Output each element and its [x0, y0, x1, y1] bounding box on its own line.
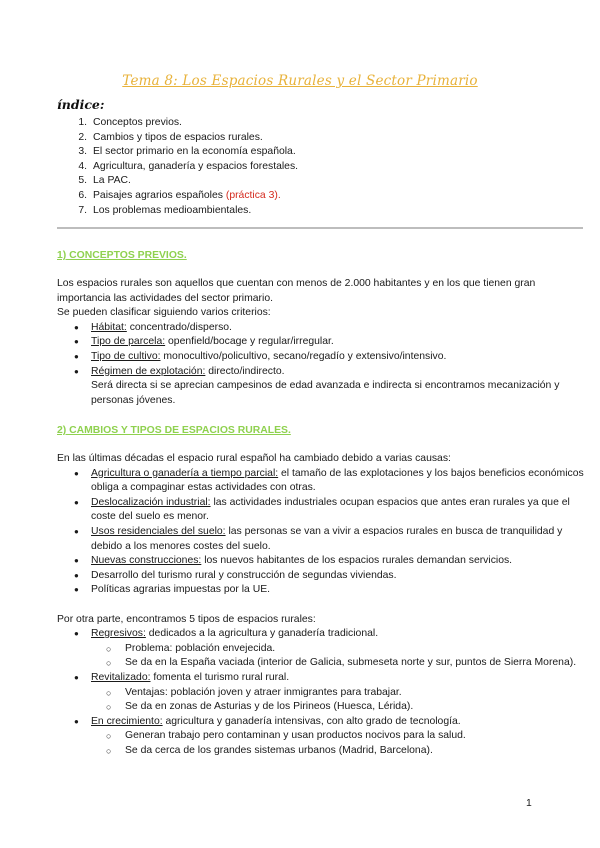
- toc-item: [73, 174, 298, 189]
- section-1-intro: Los espacios rurales son aquellos que cuentan con menos de 2.000 habitantes y en los que tienen gran importancia las actividades del sector primario.: [57, 278, 536, 304]
- toc-text: Conceptos previos.: [93, 117, 182, 128]
- criteria-list: [57, 321, 587, 409]
- type-desc: fomenta el turismo rural rural.: [150, 671, 290, 683]
- list-item: [57, 335, 587, 350]
- toc-number: 4.: [78, 160, 87, 172]
- section-1-criteria-intro: Se pueden clasificar siguiendo varios criterios:: [57, 307, 271, 319]
- toc-text: Agricultura, ganadería y espacios forestales.: [93, 160, 299, 172]
- list-item: [57, 583, 587, 598]
- toc-text: Los problemas medioambientales.: [93, 204, 252, 216]
- list-item: [57, 321, 587, 336]
- type-term: En crecimiento:: [91, 715, 163, 727]
- toc-text: El sector primario en la economía española.: [93, 146, 296, 158]
- cause-term: Agricultura o ganadería a tiempo parcial:: [91, 467, 279, 479]
- toc-number: 6.: [78, 189, 87, 201]
- toc-number: 1.: [78, 117, 87, 128]
- cause-term: Nuevas construcciones:: [91, 555, 202, 567]
- toc-number: 7.: [78, 204, 87, 216]
- sub-list: [91, 642, 587, 671]
- section-2-body: [57, 452, 587, 758]
- list-item: [57, 350, 587, 365]
- toc-item: [73, 131, 298, 146]
- criteria-desc: concentrado/disperso.: [126, 321, 232, 333]
- criteria-term: Tipo de parcela:: [91, 336, 166, 348]
- table-of-contents: [73, 116, 298, 218]
- criteria-extra: Será directa si se aprecian campesinos de edad avanzada e indirecta si encontramos mecanización y personas jóvenes.: [91, 380, 560, 406]
- toc-item: [73, 189, 298, 204]
- list-item: [57, 467, 587, 496]
- list-item: [57, 671, 587, 715]
- criteria-term: Hábitat:: [91, 321, 127, 333]
- type-term: Regresivos:: [91, 628, 146, 640]
- sub-item: ○ Se da cerca de los grandes sistemas urbanos (Madrid, Barcelona).: [91, 744, 587, 759]
- criteria-desc: openfield/bocage y regular/irregular.: [165, 336, 334, 348]
- sub-item: ○ Generan trabajo pero contaminan y usan productos nocivos para la salud.: [91, 729, 587, 744]
- section-1-heading: 1) CONCEPTOS PREVIOS.: [57, 250, 187, 261]
- toc-number: 5.: [78, 175, 87, 187]
- type-desc: agricultura y ganadería intensivas, con alto grado de tecnología.: [162, 715, 461, 727]
- document-title: Tema 8: Los Espacios Rurales y el Sector Primario: [122, 73, 478, 89]
- page-number: 1: [526, 798, 532, 809]
- section-2-intro: En las últimas décadas el espacio rural español ha cambiado debido a varias causas:: [57, 453, 451, 464]
- toc-practice-note: (práctica 3).: [225, 189, 281, 201]
- sub-list: [91, 729, 587, 758]
- toc-number: 3.: [78, 146, 87, 158]
- list-item: [57, 715, 587, 759]
- cause-term: Usos residenciales del suelo:: [91, 525, 226, 537]
- toc-number: 2.: [78, 131, 87, 143]
- cause-term: Deslocalización industrial:: [91, 496, 211, 508]
- list-item: [57, 569, 587, 584]
- list-item: [57, 525, 587, 554]
- list-item: [57, 365, 587, 409]
- sub-item: ○ Ventajas: población joven y atraer inmigrantes para trabajar.: [91, 686, 587, 701]
- toc-text: La PAC.: [93, 175, 131, 187]
- criteria-term: Tipo de cultivo:: [91, 350, 161, 362]
- cause-desc: las actividades industriales ocupan espacios que antes eran rurales ya que el coste del suelo es menor.: [91, 496, 570, 523]
- cause-desc: el tamaño de las explotaciones y los bajos beneficios económicos obliga a compaginar estas actividades con otras.: [91, 467, 584, 494]
- list-item: [57, 496, 587, 525]
- section-1-body: [57, 277, 587, 408]
- criteria-term: Régimen de explotación:: [91, 365, 206, 377]
- types-list: [57, 627, 587, 758]
- toc-item: [73, 116, 298, 131]
- list-item: [57, 554, 587, 569]
- types-intro: Por otra parte, encontramos 5 tipos de espacios rurales:: [57, 613, 316, 625]
- section-2-heading: 2) CAMBIOS Y TIPOS DE ESPACIOS RURALES.: [57, 425, 291, 436]
- toc-item: [73, 160, 298, 175]
- cause-desc: Desarrollo del turismo rural y construcción de segundas viviendas.: [91, 569, 397, 581]
- criteria-desc: monocultivo/policultivo, secano/regadío y extensivo/intensivo.: [160, 350, 447, 362]
- sub-item: ○ Se da en la España vaciada (interior de Galicia, submeseta norte y sur, puntos de Sierra Morena).: [91, 656, 587, 671]
- type-term: Revitalizado:: [91, 671, 151, 683]
- cause-desc: los nuevos habitantes de los espacios rurales demandan servicios.: [201, 555, 513, 567]
- section-divider: [57, 227, 583, 229]
- cause-desc: las personas se van a vivir a espacios rurales en busca de tranquilidad y debido a los menores costes del suelo.: [91, 525, 563, 552]
- sub-list: [91, 686, 587, 715]
- cause-desc: Políticas agrarias impuestas por la UE.: [91, 584, 271, 596]
- sub-item: ○ Se da en zonas de Asturias y de los Pirineos (Huesca, Lérida).: [91, 700, 587, 715]
- toc-text: Cambios y tipos de espacios rurales.: [93, 131, 263, 143]
- causes-list: [57, 467, 587, 598]
- type-desc: dedicados a la agricultura y ganadería tradicional.: [145, 628, 379, 640]
- toc-text: Paisajes agrarios españoles: [93, 189, 226, 201]
- toc-item: [73, 204, 298, 219]
- index-label: índice:: [57, 97, 105, 112]
- criteria-desc: directo/indirecto.: [205, 365, 285, 377]
- list-item: [57, 627, 587, 671]
- sub-item: ○ Problema: población envejecida.: [91, 642, 587, 657]
- toc-item: [73, 145, 298, 160]
